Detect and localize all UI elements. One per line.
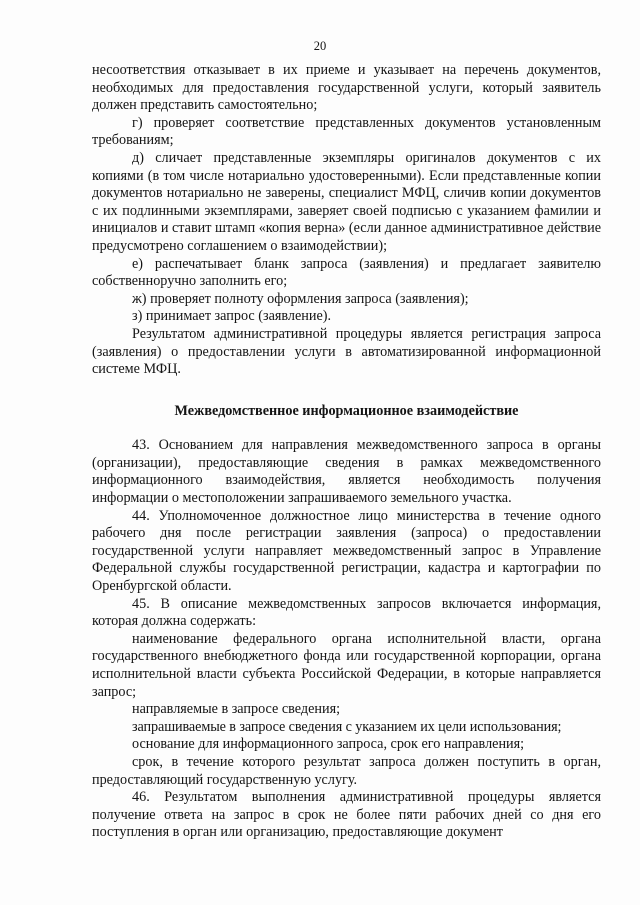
paragraph: ж) проверяет полноту оформления запроса (заявления); bbox=[132, 290, 469, 307]
paragraph: направляемые в запросе сведения; bbox=[132, 701, 341, 718]
page-number: 20 bbox=[313, 39, 327, 53]
paragraph: срок, в течение которого результат запроса должен поступить в орган, предоставляющий государственную услугу. bbox=[92, 753, 601, 788]
paragraph: 44. Уполномоченное должностное лицо министерства в течение одного рабочего дня после регистрации заявления (запроса) о предоставлении государственной услуги направляет межведомственный запрос в Управление Федеральной службы государственной регистрации, кадастра и картографии по Оренбургской области. bbox=[92, 507, 601, 595]
paragraph: 45. В описание межведомственных запросов включается информация, которая должна содержать: bbox=[92, 595, 601, 630]
paragraph: д) сличает представленные экземпляры оригиналов документов с их копиями (в том числе нотариально удостоверенными). Если представленные копии документов нотариально не заверены, специалист МФЦ, сличив копии документов с их подлинными экземплярами, заверяет своей подписью с указанием фамилии и инициалов и ставит штамп «копия верна» (если данное административное действие предусмотрено соглашением о взаимодействии); bbox=[92, 149, 601, 254]
paragraphs-after bbox=[92, 437, 601, 842]
paragraphs-before bbox=[92, 62, 601, 379]
paragraph: 46. Результатом выполнения административной процедуры является получение ответа на запрос в срок не более пяти рабочих дней со дня его поступления в орган или организацию, предоставляющие документ bbox=[92, 789, 601, 841]
paragraph: основание для информационного запроса, срок его направления; bbox=[132, 736, 525, 753]
paragraph: г) проверяет соответствие представленных документов установленным требованиям; bbox=[92, 114, 601, 149]
paragraph: 43. Основанием для направления межведомственного запроса в органы (организации), предоставляющие сведения в рамках межведомственного информационного взаимодействия, является необходимость получения информации о местоположении запрашиваемого земельного участка. bbox=[92, 437, 601, 507]
paragraph: несоответствия отказывает в их приеме и указывает на перечень документов, необходимых для предоставления государственной услуги, который заявитель должен представить самостоятельно; bbox=[92, 62, 601, 114]
document-body bbox=[92, 62, 601, 842]
section-heading: Межведомственное информационное взаимодействие bbox=[174, 402, 519, 419]
paragraph: наименование федерального органа исполнительной власти, органа государственного внебюджетного фонда или государственной корпорации, органа исполнительной власти субъекта Российской Федерации, в которые направляется запрос; bbox=[92, 630, 601, 700]
paragraph: запрашиваемые в запросе сведения с указанием их цели использования; bbox=[132, 718, 562, 735]
paragraph: Результатом административной процедуры является регистрация запроса (заявления) о предоставлении услуги в автоматизированной информационной системе МФЦ. bbox=[92, 325, 601, 378]
paragraph: з) принимает запрос (заявление). bbox=[132, 308, 332, 325]
paragraph: е) распечатывает бланк запроса (заявления) и предлагает заявителю собственноручно заполнить его; bbox=[92, 255, 601, 290]
